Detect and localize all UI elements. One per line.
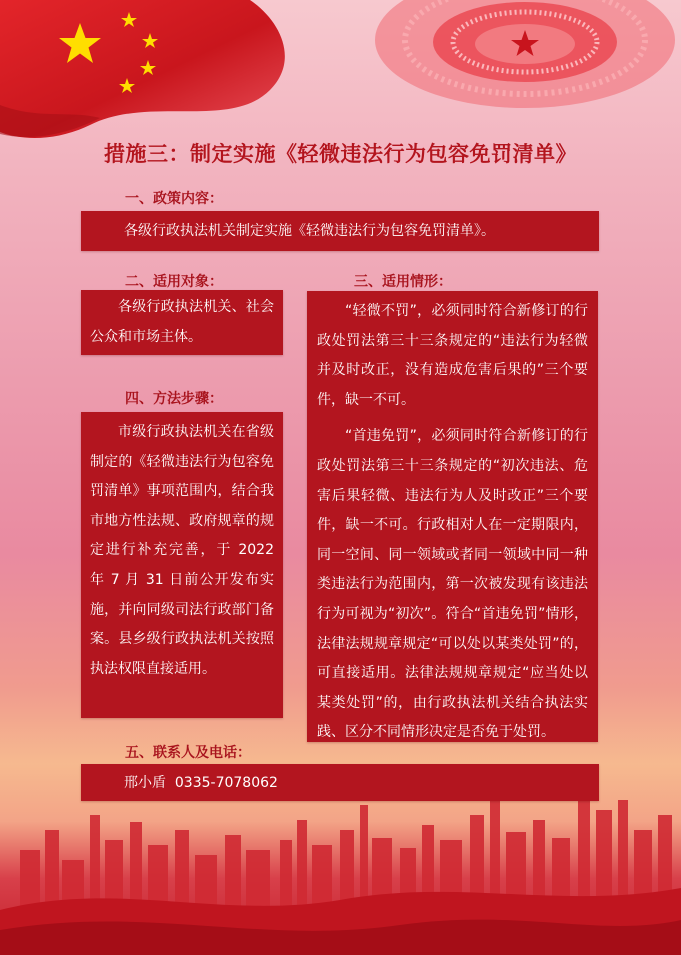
national-flag-decoration [0, 0, 300, 150]
policy-heading: 一、政策内容： [125, 191, 223, 207]
dome-ceiling-decoration [330, 0, 681, 110]
dome-star-icon [511, 30, 539, 56]
steps-heading: 四、方法步骤： [125, 391, 223, 407]
contact-heading: 五、联系人及电话： [125, 745, 251, 761]
large-star-icon [59, 23, 101, 63]
policy-box [81, 211, 599, 251]
target-box [81, 290, 283, 355]
page-title: 措施三：制定实施《轻微违法行为包容免罚清单》 [104, 142, 577, 166]
situations-heading: 三、适用情形： [354, 274, 452, 290]
situations-box [307, 291, 598, 742]
contact-box [81, 764, 599, 801]
steps-box [81, 412, 283, 718]
situation-paragraph: “轻微不罚”，必须同时符合新修订的行政处罚法第三十三条规定的“违法行为轻微并及时改正，没有造成危害后果的”三个要件，缺一不可。 [317, 303, 588, 408]
target-text: 各级行政执法机关、社会公众和市场主体。 [90, 299, 274, 345]
situation-paragraph: “首违免罚”，必须同时符合新修订的行政处罚法第三十三条规定的“初次违法、危害后果轻微、违法行为人及时改正”三个要件，缺一不可。行政相对人在一定期限内，同一空间、同一领域或者同一领域中同一种类违法行为范围内，第一次被发现有该违法行为可视为“初次”。符合“首违免罚”情形，法律法规规章规定“可以处以某类处罚”的，可直接适用。法律法规规章规定“应当处以某类处罚”的，由行政执法机关结合执法实践、区分不同情形决定是否免于处罚。 [317, 428, 588, 741]
policy-text: 各级行政执法机关制定实施《轻微违法行为包容免罚清单》。 [124, 223, 495, 239]
target-heading: 二、适用对象： [125, 274, 223, 290]
steps-text: 市级行政执法机关在省级制定的《轻微违法行为包容免罚清单》事项范围内，结合我市地方性法规、政府规章的规定进行补充完善，于 2022 年 7 月 31 日前公开发布实施，并向同级司法行政部门备案。县乡级行政执法机关按照执法权限直接适用。 [90, 424, 274, 677]
contact-text: 邢小盾 0335-7078062 [124, 774, 278, 791]
